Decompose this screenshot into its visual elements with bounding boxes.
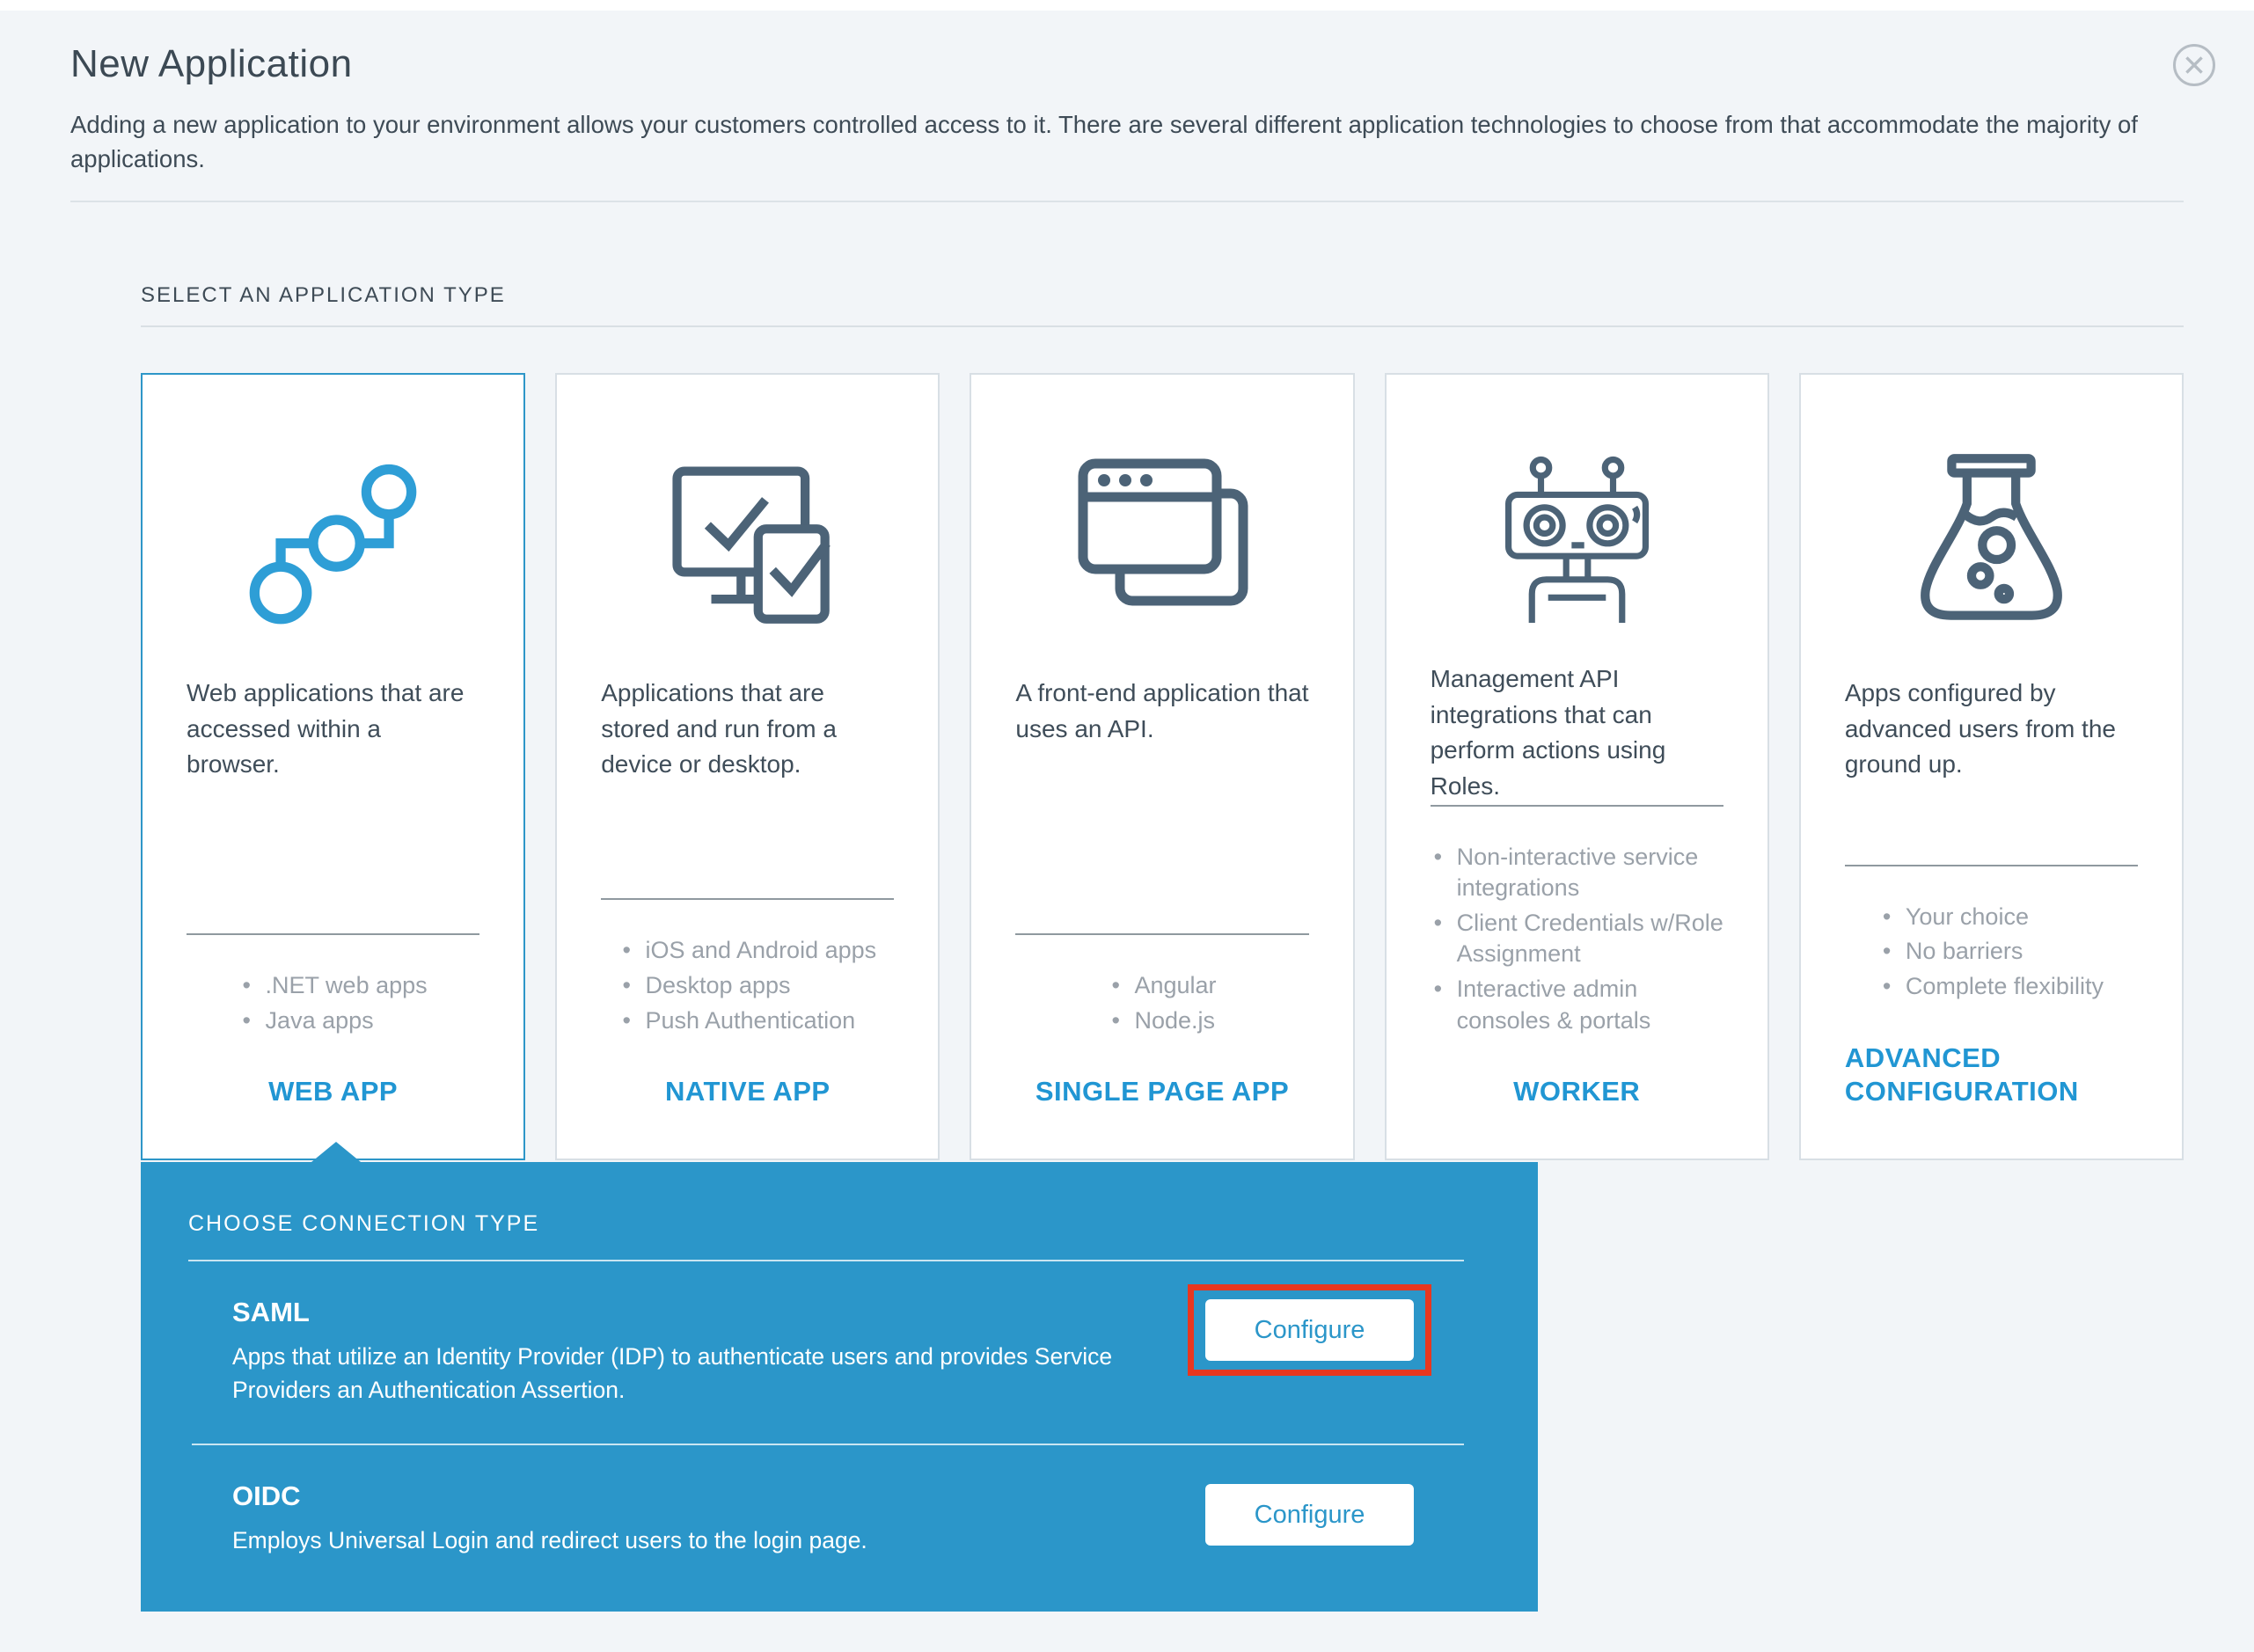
browser-windows-icon xyxy=(1070,451,1255,627)
card-divider xyxy=(1845,865,2138,866)
card-description: Apps configured by advanced users from the ground up. xyxy=(1844,679,2116,778)
close-button[interactable] xyxy=(2173,44,2215,86)
card-bullet-list xyxy=(1431,838,1723,1037)
connection-row-divider xyxy=(192,1444,1464,1445)
card-description: Applications that are stored and run from a device or desktop. xyxy=(601,679,837,778)
section-title-divider xyxy=(141,325,2184,327)
card-bullet-list xyxy=(618,932,876,1036)
oidc-configure-slot xyxy=(1205,1484,1414,1546)
application-type-cards xyxy=(141,373,2184,1160)
bullet-item: • Client Credentials w/Role Assignment xyxy=(1431,908,1723,970)
page-description: Adding a new application to your environment allows your customers controlled access to it. There are several different application technologies to choose from that accommodate the majority of applications. xyxy=(70,111,2138,173)
bullet-item: • No barriers xyxy=(1879,936,2104,968)
connection-option-oidc xyxy=(188,1480,1464,1558)
connection-option-name: SAML xyxy=(232,1297,310,1328)
card-divider xyxy=(1431,805,1723,807)
card-icon-box xyxy=(1845,429,2138,649)
card-label: WORKER xyxy=(1513,1076,1641,1107)
choose-connection-type-panel xyxy=(141,1162,1538,1612)
robot-icon xyxy=(1487,442,1667,623)
panel-pointer-triangle xyxy=(311,1142,361,1162)
card-single-page-app[interactable] xyxy=(970,373,1354,1160)
connection-panel-title: CHOOSE CONNECTION TYPE xyxy=(188,1211,540,1237)
card-bullet-list xyxy=(1879,898,2104,1003)
bullet-item: • Angular xyxy=(1108,970,1216,1002)
card-icon-box xyxy=(601,429,894,649)
card-divider xyxy=(187,933,479,935)
bullet-item: • Java apps xyxy=(239,1005,428,1037)
bullet-item: • Interactive admin consoles & portals xyxy=(1431,974,1723,1036)
card-bullet-list xyxy=(1108,967,1216,1036)
bullet-item: • Node.js xyxy=(1108,1005,1216,1037)
card-label: ADVANCED CONFIGURATION xyxy=(1844,1042,2079,1107)
card-icon-box xyxy=(187,429,479,649)
card-label: SINGLE PAGE APP xyxy=(1035,1076,1290,1107)
card-divider xyxy=(1015,933,1308,935)
card-icon-box xyxy=(1015,429,1308,649)
card-web-app[interactable] xyxy=(141,373,525,1160)
new-application-dialog xyxy=(0,11,2254,1652)
card-icon-box xyxy=(1431,429,1723,635)
bullet-item: • Non-interactive service integrations xyxy=(1431,842,1723,904)
saml-configure-button[interactable]: Configure xyxy=(1205,1299,1414,1361)
close-icon xyxy=(2176,46,2213,84)
card-native-app[interactable] xyxy=(555,373,940,1160)
workflow-nodes-icon xyxy=(243,450,423,630)
card-label: NATIVE APP xyxy=(665,1076,831,1107)
card-description: Web applications that are accessed within a browser. xyxy=(187,679,465,778)
saml-configure-highlight-box xyxy=(1188,1284,1431,1376)
bullet-item: • Your choice xyxy=(1879,902,2104,933)
flask-icon xyxy=(1901,450,2082,630)
oidc-configure-button[interactable]: Configure xyxy=(1205,1484,1414,1546)
connection-option-name: OIDC xyxy=(232,1480,301,1512)
page-title: New Application xyxy=(70,42,353,85)
card-advanced-configuration[interactable] xyxy=(1799,373,2184,1160)
card-worker[interactable] xyxy=(1385,373,1769,1160)
bullet-item: • iOS and Android apps xyxy=(618,935,876,967)
bullet-item: • Complete flexibility xyxy=(1879,971,2104,1003)
card-description: A front-end application that uses an API. xyxy=(1015,679,1309,742)
bullet-item: • .NET web apps xyxy=(239,970,428,1002)
connection-option-description: Apps that utilize an Identity Provider (IDP) to authenticate users and provides Service Providers an Authentication Assertion. xyxy=(232,1343,1113,1403)
card-description: Management API integrations that can perform actions using Roles. xyxy=(1430,665,1666,800)
connection-panel-divider xyxy=(188,1260,1464,1261)
card-divider xyxy=(601,898,894,900)
bullet-item: • Push Authentication xyxy=(618,1005,876,1037)
bullet-item: • Desktop apps xyxy=(618,970,876,1002)
section-title: SELECT AN APPLICATION TYPE xyxy=(141,283,506,308)
card-label: WEB APP xyxy=(268,1076,399,1107)
connection-option-description: Employs Universal Login and redirect users to the login page. xyxy=(232,1527,867,1554)
connection-option-saml xyxy=(188,1297,1464,1407)
desktop-mobile-check-icon xyxy=(653,450,842,630)
card-bullet-list xyxy=(239,967,428,1036)
